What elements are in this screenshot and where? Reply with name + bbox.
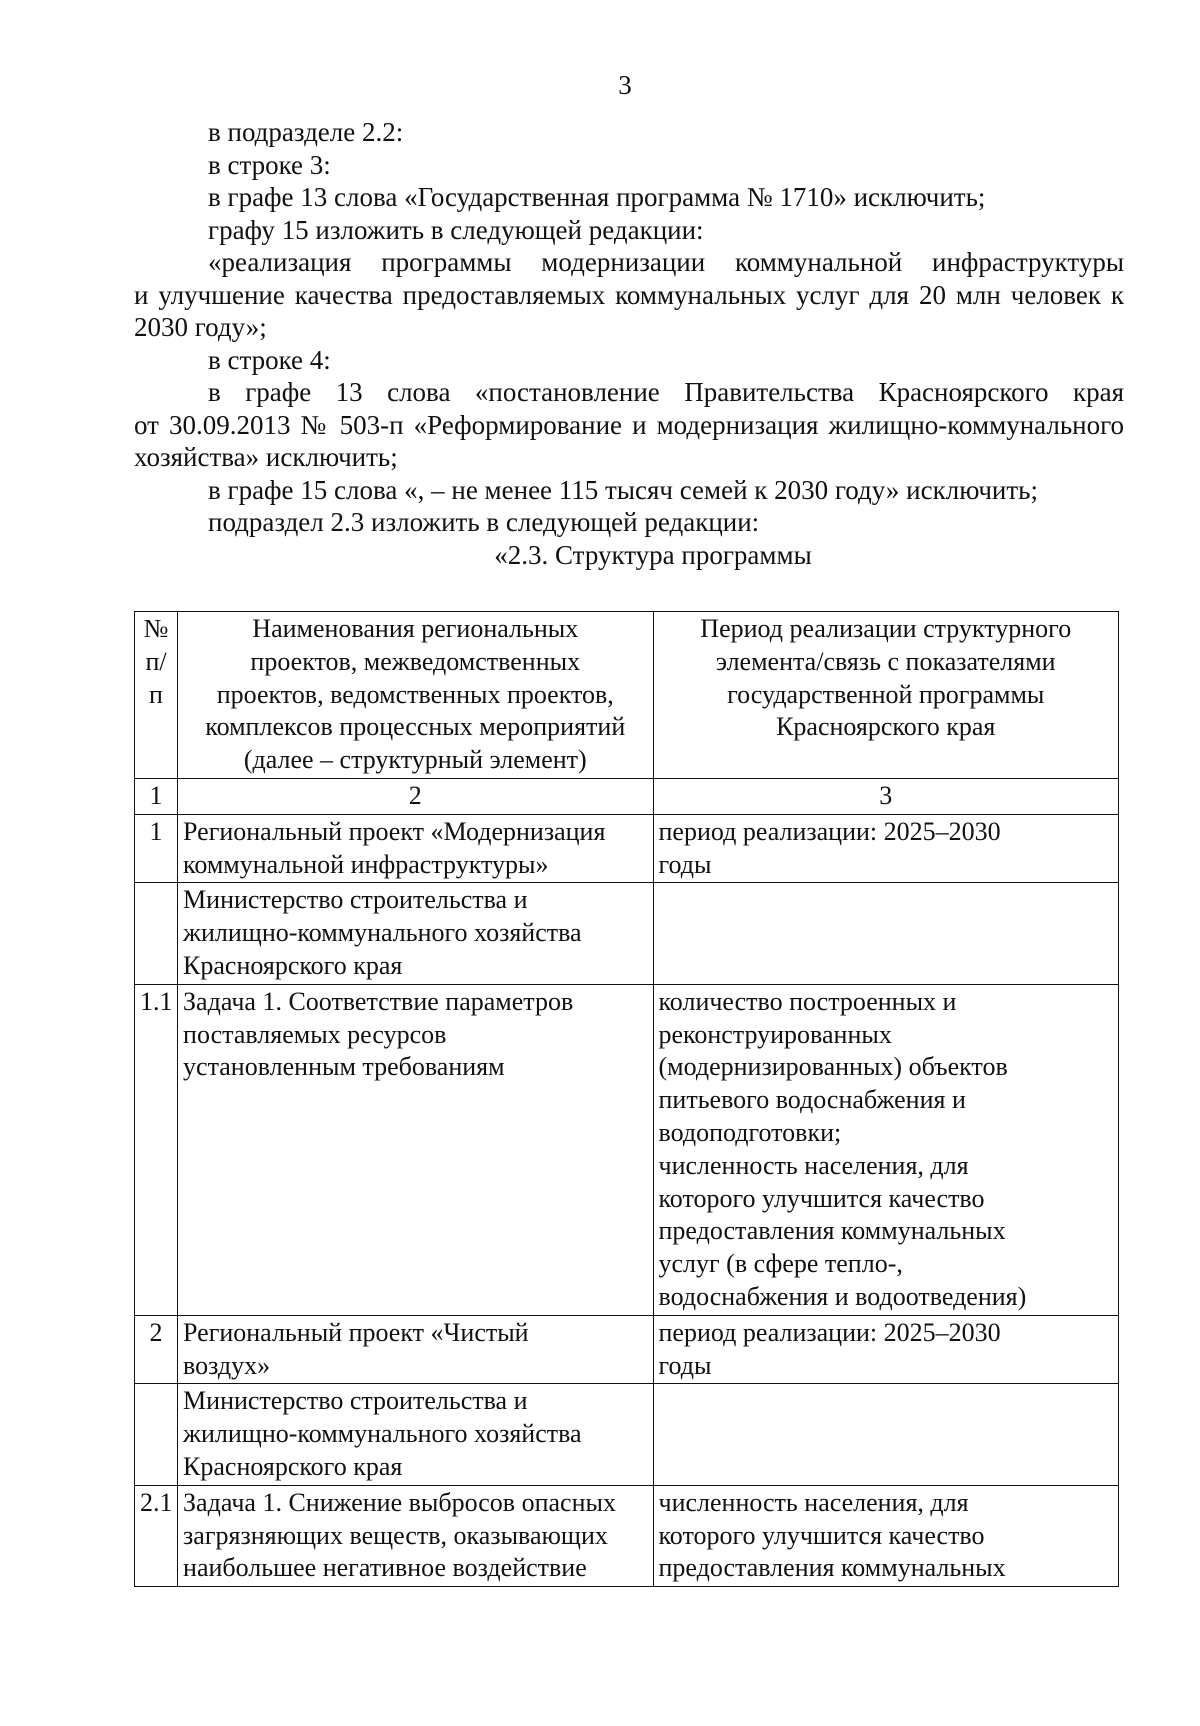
- table-index-row: [135, 778, 1119, 814]
- row-element-name: Региональный проект «Модернизация коммунальной инфраструктуры»: [178, 814, 653, 883]
- paragraph-resolution-line-3: хозяйства» исключить;: [134, 442, 398, 472]
- table-row: [135, 883, 1119, 984]
- header-number: № п/п: [135, 612, 178, 779]
- row-number: [135, 883, 178, 984]
- row-period: период реализации: 2025–2030 годы: [653, 1315, 1119, 1384]
- paragraph-quote-line-1: «реализация программы модернизации коммунальной инфраструктуры: [208, 247, 1124, 277]
- paragraph-quote-rest: и улучшение качества предоставляемых коммунальных услуг для 20 млн человек к 2030 году»;: [134, 279, 1124, 342]
- row-number: [135, 1384, 178, 1485]
- row-element-name: Министерство строительства и жилищно-коммунального хозяйства Красноярского края: [178, 1384, 653, 1485]
- paragraph-resolution-line-2: от 30.09.2013 № 503-п «Реформирование и модернизация жилищно-коммунального: [134, 409, 1124, 440]
- structure-table: [134, 611, 1119, 1587]
- page-number: 3: [618, 70, 632, 100]
- header-element-name: Наименования региональных проектов, межведомственных проектов, ведомственных проектов, комплексов процессных мероприятий (далее – структурный элемент): [178, 612, 653, 779]
- row-period: количество построенных и реконструированных (модернизированных) объектов питьевого водоснабжения и водоподготовки; численность населения, для которого улучшится качество предоставления коммунальных услуг (в сфере тепло-, водоснабжения и водоотведения): [653, 984, 1119, 1315]
- row-number: 2: [135, 1315, 178, 1384]
- table-row: [135, 1384, 1119, 1485]
- index-cell-1: 1: [135, 778, 178, 814]
- paragraph-subsection-2-2: в подразделе 2.2:: [208, 117, 404, 147]
- document-body: [134, 116, 1124, 571]
- row-number: 1: [135, 814, 178, 883]
- row-period: численность населения, для которого улучшится качество предоставления коммунальных: [653, 1485, 1119, 1586]
- row-element-name: Задача 1. Снижение выбросов опасных загрязняющих веществ, оказывающих наибольшее негативное воздействие: [178, 1485, 653, 1586]
- index-cell-3: 3: [653, 778, 1119, 814]
- row-element-name: Министерство строительства и жилищно-коммунального хозяйства Красноярского края: [178, 883, 653, 984]
- row-element-name: Региональный проект «Чистый воздух»: [178, 1315, 653, 1384]
- section-heading: «2.3. Структура программы: [494, 539, 812, 570]
- row-period: [653, 883, 1119, 984]
- row-period: [653, 1384, 1119, 1485]
- row-number: 1.1: [135, 984, 178, 1315]
- paragraph-column-13: в графе 13 слова «Государственная программа № 1710» исключить;: [208, 182, 986, 212]
- paragraph-row-4: в строке 4:: [208, 344, 331, 375]
- table-row: [135, 1485, 1119, 1586]
- paragraph-row-3: в строке 3:: [208, 149, 331, 180]
- table-row: [135, 1315, 1119, 1384]
- paragraph-subsection-2-3: подраздел 2.3 изложить в следующей редакции:: [208, 507, 760, 537]
- row-element-name: Задача 1. Соответствие параметров поставляемых ресурсов установленным требованиям: [178, 984, 653, 1315]
- table-row: [135, 984, 1119, 1315]
- header-period: Период реализации структурного элемента/связь с показателями государственной программы Красноярского края: [653, 612, 1119, 779]
- paragraph-resolution-line-1: в графе 13 слова «постановление Правительства Красноярского края: [208, 377, 1124, 407]
- table-header-row: [135, 612, 1119, 779]
- index-cell-2: 2: [178, 778, 653, 814]
- table-row: [135, 814, 1119, 883]
- row-period: период реализации: 2025–2030 годы: [653, 814, 1119, 883]
- paragraph-column-15: графу 15 изложить в следующей редакции:: [208, 214, 704, 245]
- paragraph-column-15-words: в графе 15 слова «, – не менее 115 тысяч семей к 2030 году» исключить;: [208, 474, 1038, 505]
- row-number: 2.1: [135, 1485, 178, 1586]
